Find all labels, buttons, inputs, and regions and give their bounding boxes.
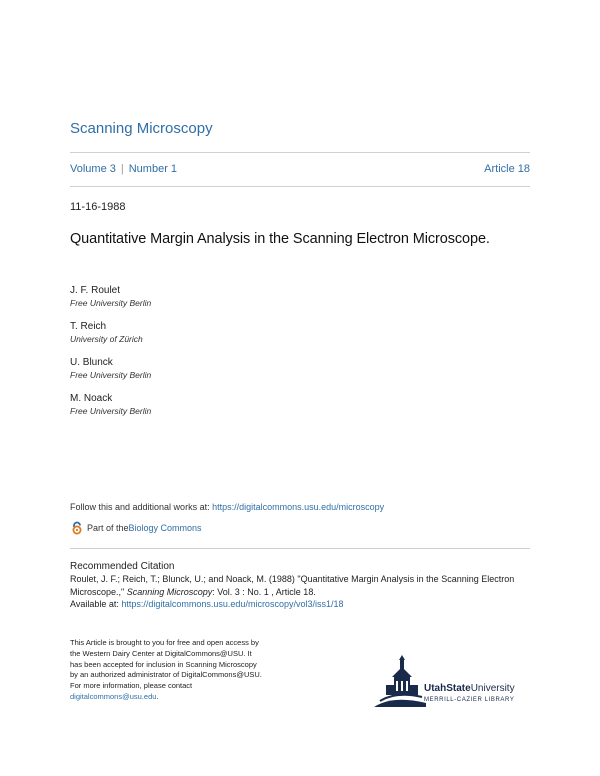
notice-line: This Article is brought to you for free and open access by (70, 638, 259, 647)
available-prefix: Available at: (70, 599, 122, 609)
email-suffix: . (156, 691, 159, 701)
notice-line: the Western Dairy Center at DigitalCommons@USU. It (70, 648, 252, 658)
citation-text (70, 573, 530, 611)
library-building-icon (372, 655, 428, 711)
divider-top (70, 152, 530, 153)
logo-subtitle: MERRILL-CAZIER LIBRARY (424, 697, 515, 703)
author-list (70, 284, 470, 428)
follow-line (70, 502, 384, 512)
author-name: U. Blunck (70, 357, 113, 368)
follow-url-link[interactable]: https://digitalcommons.usu.edu/microscopy (212, 502, 385, 512)
author-affiliation: Free University Berlin (70, 370, 152, 380)
logo-bold: UtahState (424, 683, 471, 694)
part-of-prefix: Part of the (87, 523, 129, 533)
available-url-link[interactable]: https://digitalcommons.usu.edu/microscopy/vol3/iss1/18 (121, 599, 344, 609)
access-notice (70, 638, 320, 703)
author-name: M. Noack (70, 393, 113, 404)
notice-line: by an authorized administrator of DigitalCommons@USU. (70, 670, 262, 680)
citation-journal: Scanning Microscopy (126, 586, 213, 597)
author-entry (70, 392, 470, 417)
notice-line: has been accepted for inclusion in Scanning Microscopy (70, 659, 257, 669)
open-access-icon (70, 521, 84, 535)
recommended-citation-heading: Recommended Citation (70, 561, 175, 572)
author-affiliation: Free University Berlin (70, 406, 152, 416)
divider-citation (70, 548, 530, 549)
logo-wordmark (424, 683, 515, 694)
notice-line: For more information, please contact (70, 681, 193, 691)
divider-bottom (70, 186, 530, 187)
author-affiliation: Free University Berlin (70, 298, 152, 308)
author-name: J. F. Roulet (70, 285, 121, 296)
biology-commons-link[interactable]: Biology Commons (128, 523, 202, 533)
article-link[interactable]: Article 18 (484, 163, 530, 175)
logo-normal: University (470, 683, 515, 694)
author-entry (70, 356, 470, 381)
author-name: T. Reich (70, 321, 107, 332)
author-entry (70, 284, 470, 309)
author-entry (70, 320, 470, 345)
citation-part2: : Vol. 3 : No. 1 , Article 18. (212, 586, 316, 597)
issue-bar (70, 163, 530, 175)
author-affiliation: University of Zürich (70, 334, 143, 344)
number-link[interactable]: Number 1 (128, 163, 178, 175)
contact-email-link[interactable]: digitalcommons@usu.edu (70, 691, 157, 701)
part-of-line (70, 521, 202, 535)
publication-date: 11-16-1988 (70, 201, 126, 213)
citation-part1: Roulet, J. F.; Reich, T.; Blunck, U.; and Noack, M. (1988) "Quantitative Margin Analysis in the Scanning Electron Microscope.," (70, 574, 515, 597)
university-logo (372, 655, 537, 711)
follow-prefix: Follow this and additional works at: (70, 502, 213, 512)
journal-title-link[interactable]: Scanning Microscopy (70, 120, 213, 137)
paper-title: Quantitative Margin Analysis in the Scanning Electron Microscope. (70, 231, 490, 247)
separator: | (120, 163, 124, 175)
volume-link[interactable]: Volume 3 (70, 163, 116, 175)
